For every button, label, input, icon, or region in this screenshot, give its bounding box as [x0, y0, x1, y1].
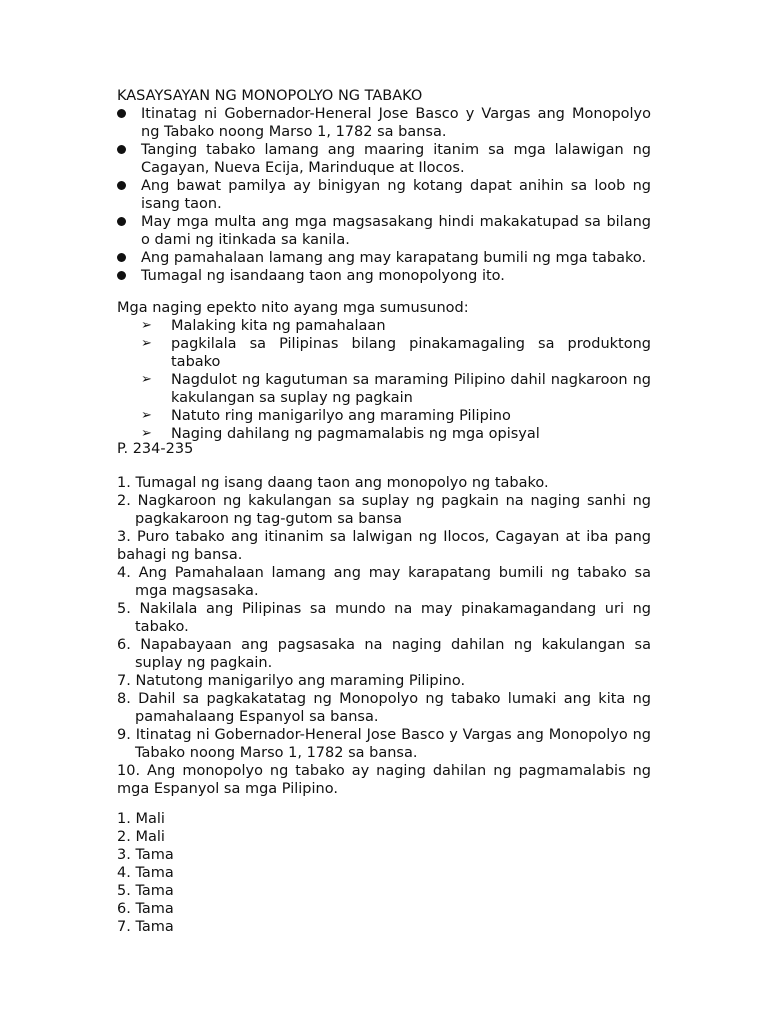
- facts-section: [117, 105, 651, 285]
- arrow-item: ➢ Nagdulot ng kagutuman sa maraming Pilipino dahil nagkaroon ng kakulangan sa suplay ng pagkain: [141, 371, 651, 407]
- numbered-item: 2. Nagkaroon ng kakulangan sa suplay ng pagkain na naging sanhi ng pagkakaroon ng tag-gutom sa bansa: [117, 493, 651, 527]
- effects-arrow-list: [117, 317, 651, 443]
- numbered-item: 10. Ang monopolyo ng tabako ay naging dahilan ng pagmamalabis ng mga Espanyol sa mga Pilipino.: [117, 763, 651, 797]
- page-reference: P. 234-235: [117, 441, 194, 457]
- bullet-item: Tumagal ng isandaang taon ang monopolyong ito.: [117, 267, 651, 285]
- answer-item: 6. Tama: [117, 901, 174, 917]
- answer-item: 4. Tama: [117, 865, 174, 881]
- numbered-item: 6. Napabayaan ang pagsasaka na naging dahilan ng kakulangan sa suplay ng pagkain.: [117, 637, 651, 671]
- numbered-list: [117, 474, 651, 798]
- effects-section: [117, 317, 651, 443]
- numbered-item: 4. Ang Pamahalaan lamang ang may karapatang bumili ng tabako sa mga magsasaka.: [117, 565, 651, 599]
- numbered-item: 5. Nakilala ang Pilipinas sa mundo na may pinakamagandang uri ng tabako.: [117, 601, 651, 635]
- numbered-item: 3. Puro tabako ang itinanim sa lalwigan ng Ilocos, Cagayan at iba pang bahagi ng bansa.: [117, 529, 651, 563]
- bullet-item: Itinatag ni Gobernador-Heneral Jose Basco y Vargas ang Monopolyo ng Tabako noong Marso 1, 1782 sa bansa.: [117, 105, 651, 141]
- answer-item: 1. Mali: [117, 811, 165, 827]
- answers-section: [117, 810, 651, 936]
- answer-item: 2. Mali: [117, 829, 165, 845]
- bullet-item: Ang bawat pamilya ay binigyan ng kotang dapat anihin sa loob ng isang taon.: [117, 177, 651, 213]
- arrow-item: ➢ Malaking kita ng pamahalaan: [141, 317, 651, 335]
- numbered-section: [117, 474, 651, 798]
- numbered-item: 8. Dahil sa pagkakatatag ng Monopolyo ng tabako lumaki ang kita ng pamahalaang Espanyol sa bansa.: [117, 691, 651, 725]
- bullet-item: Ang pamahalaan lamang ang may karapatang bumili ng mga tabako.: [117, 249, 651, 267]
- arrow-item: ➢ Naging dahilang ng pagmamalabis ng mga opisyal: [141, 425, 651, 443]
- answer-list: [117, 810, 651, 936]
- facts-bullet-list: [117, 105, 651, 285]
- answer-item: 3. Tama: [117, 847, 174, 863]
- document-title: KASAYSAYAN NG MONOPOLYO NG TABAKO: [117, 88, 423, 104]
- numbered-item: 7. Natutong manigarilyo ang maraming Pilipino.: [117, 673, 466, 689]
- answer-item: 7. Tama: [117, 919, 174, 935]
- answer-item: 5. Tama: [117, 883, 174, 899]
- arrow-item: ➢ pagkilala sa Pilipinas bilang pinakamagaling sa produktong tabako: [141, 335, 651, 371]
- effects-heading: Mga naging epekto nito ayang mga sumusunod:: [117, 300, 469, 316]
- numbered-item: 1. Tumagal ng isang daang taon ang monopolyo ng tabako.: [117, 475, 549, 491]
- numbered-item: 9. Itinatag ni Gobernador-Heneral Jose Basco y Vargas ang Monopolyo ng Tabako noong Marso 1, 1782 sa bansa.: [117, 727, 651, 761]
- bullet-item: May mga multa ang mga magsasakang hindi makakatupad sa bilang o dami ng itinkada sa kanila.: [117, 213, 651, 249]
- arrow-item: ➢ Natuto ring manigarilyo ang maraming Pilipino: [141, 407, 651, 425]
- bullet-item: Tanging tabako lamang ang maaring itanim sa mga lalawigan ng Cagayan, Nueva Ecija, Marinduque at Ilocos.: [117, 141, 651, 177]
